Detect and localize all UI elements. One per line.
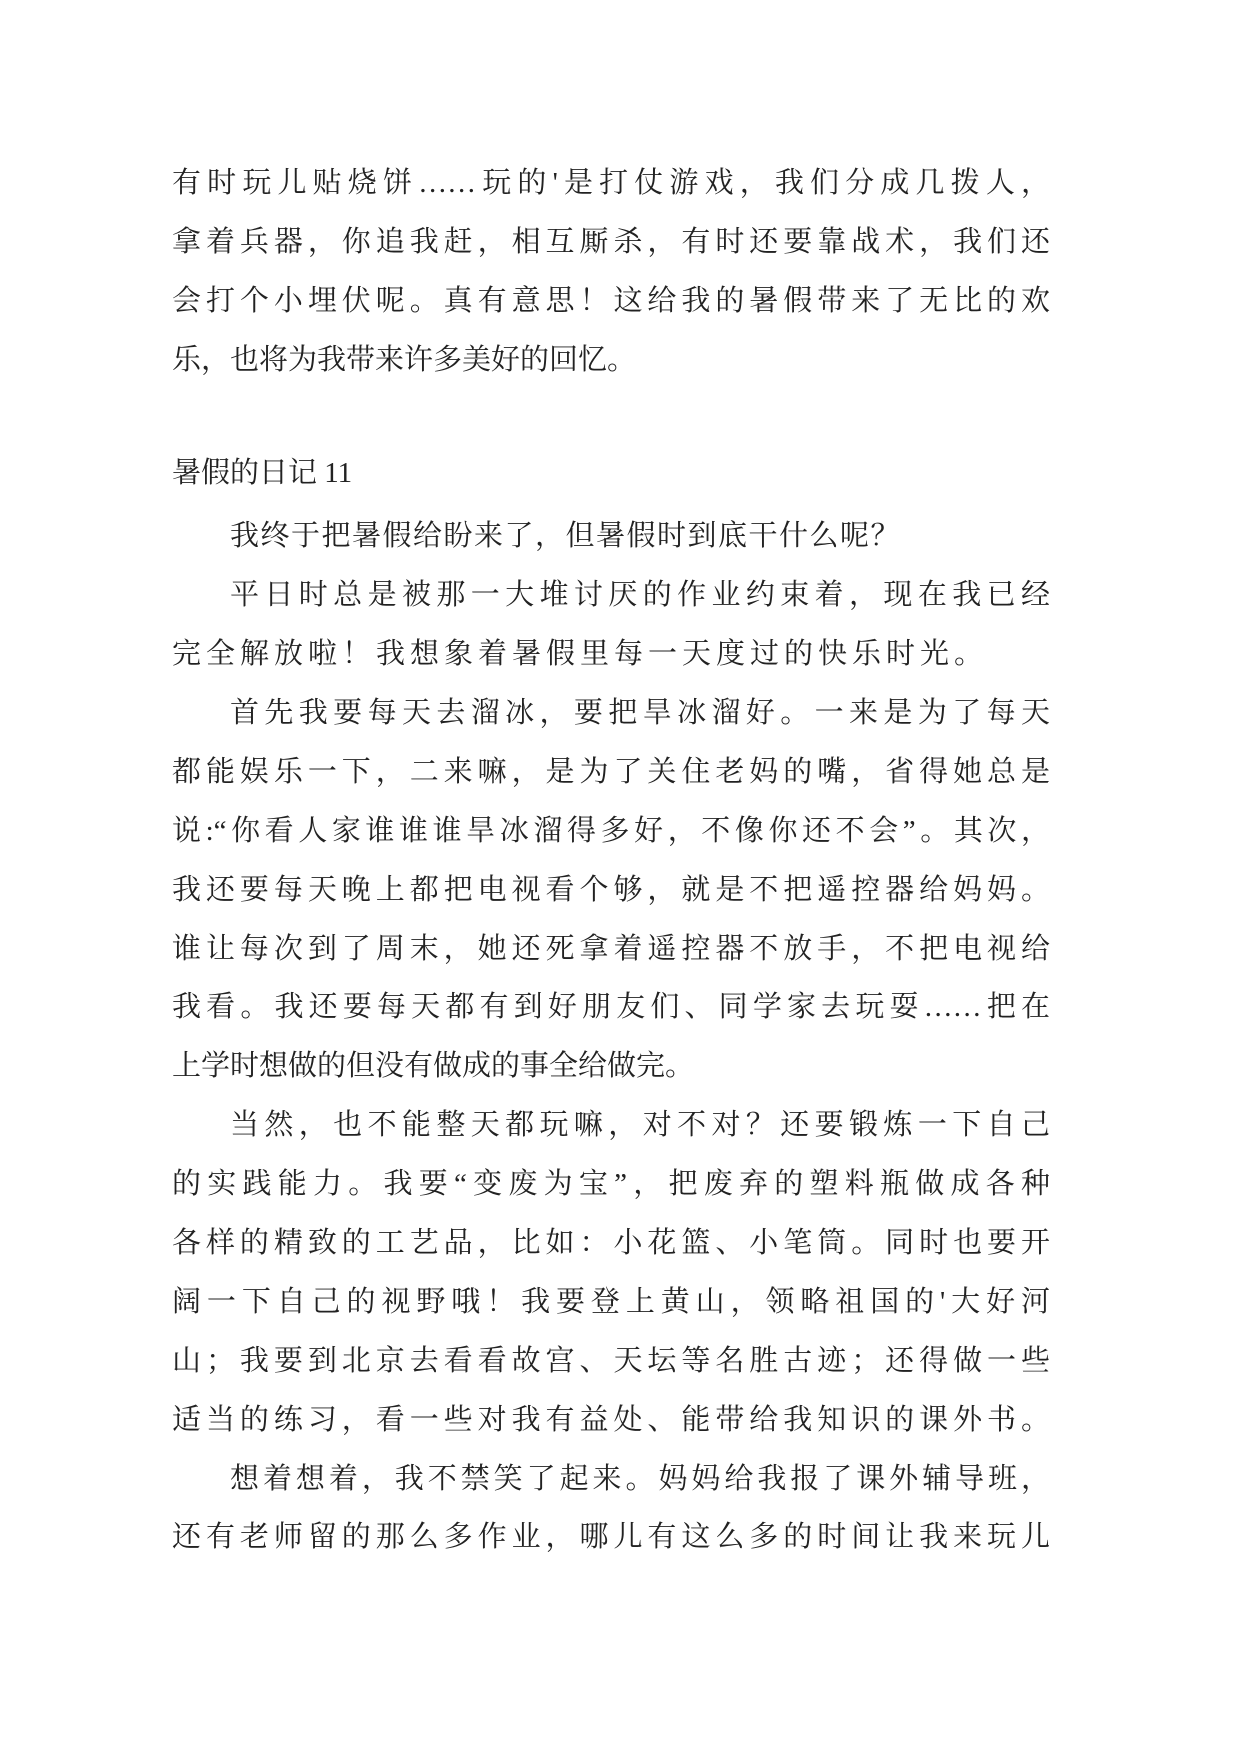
text-line: 说:“你看人家谁谁谁旱冰溜得多好，不像你还不会”。其次，: [172, 814, 1050, 847]
paragraph: [172, 1096, 1050, 1449]
paragraph: [172, 1450, 1050, 1568]
text-line: 会打个小埋伏呢。真有意思！这给我的暑假带来了无比的欢: [172, 284, 1050, 317]
text-line: 首先我要每天去溜冰，要把旱冰溜好。一来是为了每天: [230, 697, 1050, 730]
text-line: 还有老师留的那么多作业，哪儿有这么多的时间让我来玩儿: [172, 1521, 1050, 1554]
text-line: 上学时想做的但没有做成的事全给做完。: [172, 1050, 695, 1083]
paragraph: [172, 566, 1050, 684]
text-line: 适当的练习，看一些对我有益处、能带给我知识的课外书。: [172, 1403, 1050, 1436]
text-line: 当然，也不能整天都玩嘛，对不对？还要锻炼一下自己: [230, 1109, 1050, 1142]
blank-line: [172, 390, 1050, 449]
text-line: 谁让每次到了周末，她还死拿着遥控器不放手，不把电视给: [172, 932, 1050, 965]
text-line: 我还要每天晚上都把电视看个够，就是不把遥控器给妈妈。: [172, 873, 1050, 906]
text-line: 我看。我还要每天都有到好朋友们、同学家去玩耍……把在: [172, 991, 1050, 1024]
diary-heading: 暑假的日记 11: [172, 457, 353, 490]
paragraph: [172, 154, 1050, 390]
document-body: [172, 154, 1050, 1567]
text-line: 各样的精致的工艺品，比如：小花篮、小笔筒。同时也要开: [172, 1227, 1050, 1260]
paragraph: [172, 507, 1050, 566]
text-line: 乐，也将为我带来许多美好的回忆。: [172, 343, 637, 376]
text-line: 平日时总是被那一大堆讨厌的作业约束着，现在我已经: [230, 579, 1050, 612]
text-line: 都能娱乐一下，二来嘛，是为了关住老妈的嘴，省得她总是: [172, 755, 1050, 788]
paragraph: [172, 684, 1050, 1096]
text-line: 山；我要到北京去看看故宫、天坛等名胜古迹；还得做一些: [172, 1344, 1050, 1377]
text-line: 拿着兵器，你追我赶，相互厮杀，有时还要靠战术，我们还: [172, 225, 1050, 258]
text-line: 想着想着，我不禁笑了起来。妈妈给我报了课外辅导班，: [230, 1462, 1050, 1495]
text-line: 完全解放啦！我想象着暑假里每一天度过的快乐时光。: [172, 638, 989, 671]
text-line: 的实践能力。我要“变废为宝”，把废弃的塑料瓶做成各种: [172, 1168, 1050, 1201]
text-line: 我终于把暑假给盼来了，但暑假时到底干什么呢？: [230, 520, 902, 553]
text-line: 阔一下自己的视野哦！我要登上黄山，领略祖国的'大好河: [172, 1285, 1050, 1318]
text-line: 有时玩儿贴烧饼……玩的'是打仗游戏，我们分成几拨人，: [172, 167, 1050, 199]
